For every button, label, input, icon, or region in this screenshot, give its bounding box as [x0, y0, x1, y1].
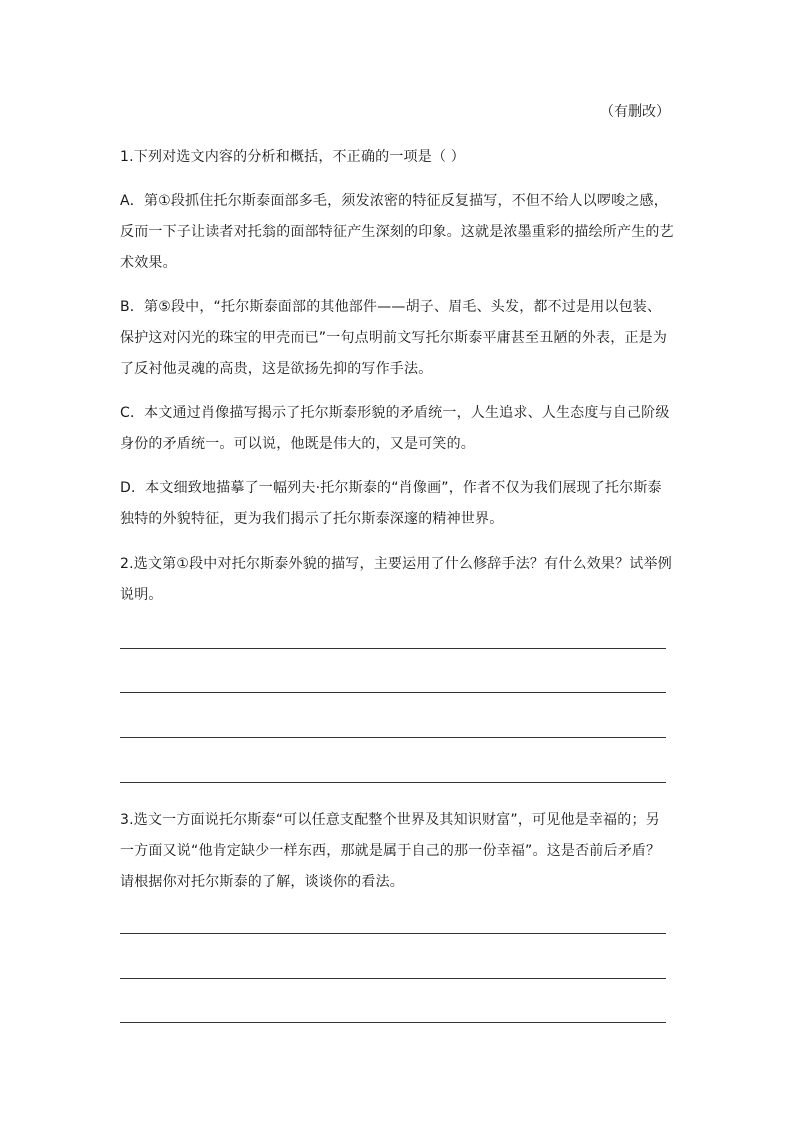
question-1-option-b [120, 292, 674, 385]
answer-line[interactable] [120, 933, 666, 934]
question-3-stem [120, 805, 674, 898]
question-1-option-c [120, 398, 674, 460]
source-note: （有删改） [600, 104, 670, 120]
question-2-stem [120, 549, 674, 611]
answer-line[interactable] [120, 737, 666, 738]
answer-line[interactable] [120, 692, 666, 693]
answer-line[interactable] [120, 782, 666, 783]
question-1-stem [120, 142, 674, 173]
question-1-option-a [120, 186, 674, 279]
question-1-stem-text: 1.下列对选文内容的分析和概括，不正确的一项是（ ） [120, 149, 466, 165]
answer-line[interactable] [120, 1022, 666, 1023]
option-b-text: B．第⑤段中，“托尔斯泰面部的其他部件——胡子、眉毛、头发，都不过是用以包装、保护这对闪光的珠宝的甲壳而已”一句点明前文写托尔斯泰平庸甚至丑陋的外表，正是为了反衬他灵魂的高贵，这是欲扬先抑的写作手法。 [120, 299, 668, 377]
answer-line[interactable] [120, 648, 666, 649]
question-3-stem-text: 3.选文一方面说托尔斯泰“可以任意支配整个世界及其知识财富”，可见他是幸福的；另一方面又说“他肯定缺少一样东西，那就是属于自己的那一份幸福”。这是否前后矛盾？请根据你对托尔斯泰的了解，谈谈你的看法。 [120, 812, 661, 890]
question-2-stem-text: 2.选文第①段中对托尔斯泰外貌的描写，主要运用了什么修辞手法？有什么效果？试举例说明。 [120, 556, 672, 603]
option-a-text: A．第①段抓住托尔斯泰面部多毛，须发浓密的特征反复描写，不但不给人以啰唆之感，反而一下子让读者对托翁的面部特征产生深刻的印象。这就是浓墨重彩的描绘所产生的艺术效果。 [120, 193, 674, 271]
option-c-text: C．本文通过肖像描写揭示了托尔斯泰形貌的矛盾统一，人生追求、人生态度与自己阶级身份的矛盾统一。可以说，他既是伟大的，又是可笑的。 [120, 405, 670, 452]
answer-line[interactable] [120, 978, 666, 979]
question-1-option-d [120, 473, 674, 535]
option-d-text: D．本文细致地描摹了一幅列夫·托尔斯泰的“肖像画”，作者不仅为我们展现了托尔斯泰独特的外貌特征，更为我们揭示了托尔斯泰深邃的精神世界。 [120, 480, 662, 527]
